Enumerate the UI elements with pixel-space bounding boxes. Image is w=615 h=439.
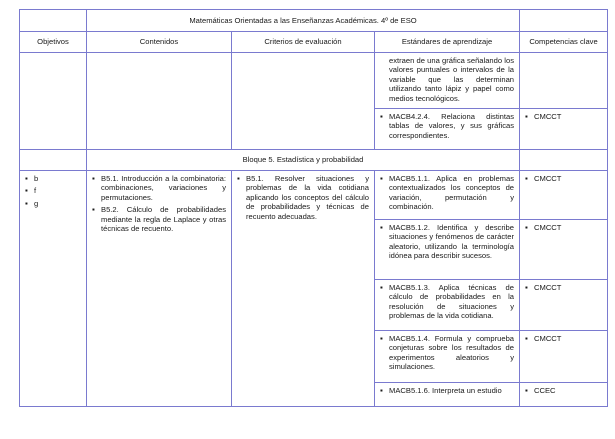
table-row [20,53,608,109]
content-b5-2: ▪ B5.2. Cálculo de probabilidades mediante la regla de Laplace y otras técnicas de recuento. [92,205,226,233]
objective-g: ▪ g [25,199,81,208]
table-title: Matemáticas Orientadas a las Enseñanzas Académicas. 4º de ESO [87,10,520,32]
objective-b: ▪ b [25,174,81,183]
content-b5-1: ▪ B5.1. Introducción a la combinatoria: combinaciones, variaciones y permutaciones. [92,174,226,202]
objective-f: ▪ f [25,186,81,195]
header-row [20,32,608,53]
standard-4-2-4: ▪ MACB4.2.4. Relaciona distintas tablas de valores, y sus gráficas correspondientes. [380,112,514,140]
competence-5-1-3: ▪ CMCCT [525,283,602,292]
header-contenidos: Contenidos [87,32,232,53]
header-competencias: Competencias clave [520,32,608,53]
block-row [20,150,608,171]
competence-5-1-1: ▪ CMCCT [525,174,602,183]
competence-5-1-4: ▪ CMCCT [525,334,602,343]
competence-5-1-6: ▪ CCEC [525,386,602,395]
title-row [20,10,608,32]
standard-5-1-3: ▪ MACB5.1.3. Aplica técnicas de cálculo de probabilidades en la resolución de situaciones y problemas de la vida cotidiana. [380,283,514,321]
table-row [20,171,608,220]
standard-5-1-2: ▪ MACB5.1.2. Identifica y describe situaciones y fenómenos de carácter aleatorio, utilizando la terminología idónea para describir sucesos. [380,223,514,261]
block-title: Bloque 5. Estadística y probabilidad [87,150,520,171]
curriculum-table [19,9,608,407]
competence-4-2-4: ▪ CMCCT [525,112,602,121]
header-objetivos: Objetivos [20,32,87,53]
header-criterios: Criterios de evaluación [232,32,375,53]
criterion-b5-1: ▪ B5.1. Resolver situaciones y problemas de la vida cotidiana aplicando los conceptos del cálculo de probabilidades y técnicas de recuento adecuadas. [237,174,369,221]
standard-5-1-1: ▪ MACB5.1.1. Aplica en problemas contextualizados los conceptos de variación, permutación y combinación. [380,174,514,212]
competence-5-1-2: ▪ CMCCT [525,223,602,232]
header-estandares: Estándares de aprendizaje [375,32,520,53]
standard-5-1-4: ▪ MACB5.1.4. Formula y comprueba conjeturas sobre los resultados de experimentos aleatorios y simulaciones. [380,334,514,372]
standard-continuation: extraen de una gráfica señalando los valores puntuales o intervalos de la variable que las determinan utilizando tanto lápiz y papel como medios tecnológicos. [375,53,520,109]
standard-5-1-6: ▪ MACB5.1.6. Interpreta un estudio [380,386,514,395]
